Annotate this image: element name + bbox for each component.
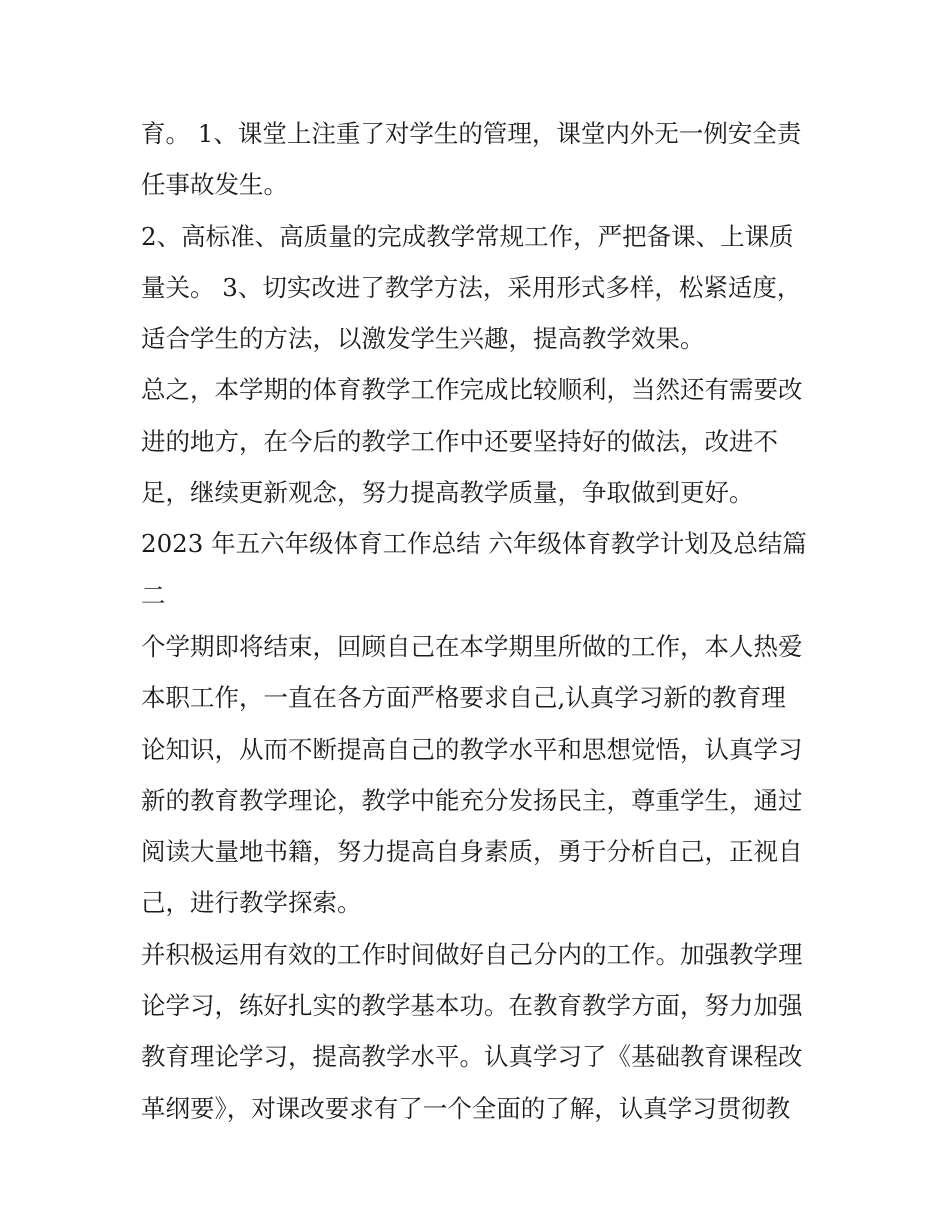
- text-line: 论学习，练好扎实的教学基本功。在教育教学方面，努力加强: [141, 991, 803, 1021]
- text-line: 新的教育教学理论，教学中能充分发扬民主，尊重学生，通过: [141, 785, 803, 815]
- text-line: 本职工作，一直在各方面严格要求自己,认真学习新的教育理: [141, 683, 786, 713]
- text-line: 革纲要》，对课改要求有了一个全面的了解，认真学习贯彻教: [141, 1093, 791, 1123]
- text-line: 进的地方，在今后的教学工作中还要坚持好的做法，改进不: [141, 426, 778, 456]
- text-line: 足，继续更新观念，努力提高教学质量，争取做到更好。: [141, 478, 754, 508]
- text-line: 教育理论学习，提高教学水平。认真学习了《基础教育课程改: [141, 1042, 803, 1072]
- document-body: [141, 108, 821, 1134]
- text-line: 并积极运用有效的工作时间做好自己分内的工作。加强教学理: [141, 939, 803, 969]
- text-line: 适合学生的方法，以激发学生兴趣，提高教学效果。: [141, 324, 705, 354]
- text-line: 阅读大量地书籍，努力提高自身素质，勇于分析自己，正视自: [141, 837, 803, 867]
- section-heading-line: 2023 年五六年级体育工作总结 六年级体育教学计划及总结篇: [141, 529, 807, 559]
- text-line: 量关。 3、切实改进了教学方法，采用形式多样，松紧适度，: [141, 272, 802, 302]
- text-line: 论知识，从而不断提高自己的教学水平和思想觉悟，认真学习: [141, 734, 803, 764]
- section-heading-line: 二: [141, 580, 166, 610]
- text-line: 育。 1、课堂上注重了对学生的管理，课堂内外无一例安全责: [141, 119, 802, 148]
- text-line: 任事故发生。: [141, 170, 288, 200]
- text-line: 个学期即将结束，回顾自己在本学期里所做的工作，本人热爱: [141, 631, 803, 661]
- text-line: 己，进行教学探索。: [141, 888, 362, 918]
- text-line: 总之，本学期的体育教学工作完成比较顺利，当然还有需要改: [141, 375, 803, 405]
- text-line: 2、高标准、高质量的完成教学常规工作，严把备课、上课质: [141, 221, 794, 251]
